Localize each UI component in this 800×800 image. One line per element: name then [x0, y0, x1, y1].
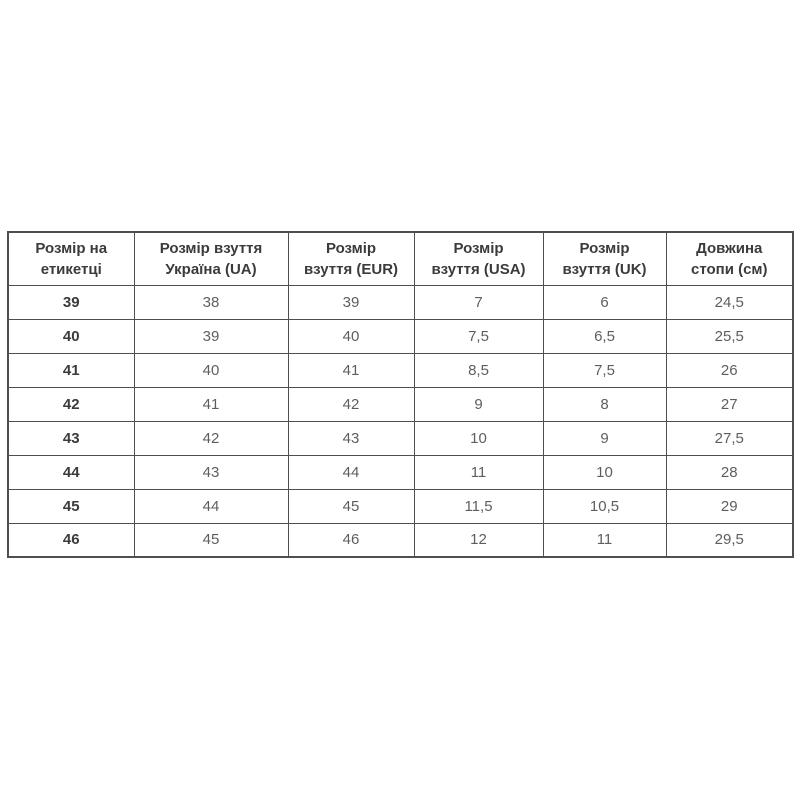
- header-line: взуття (EUR): [303, 260, 399, 278]
- uk-size-cell: 10: [543, 455, 666, 489]
- ua-size-cell: 43: [134, 455, 288, 489]
- table-row: [8, 285, 793, 319]
- header-line: Довжина: [696, 239, 763, 257]
- label-size-cell: 40: [8, 319, 134, 353]
- eur-size-cell: 41: [288, 353, 414, 387]
- foot-length-cell: 25,5: [666, 319, 793, 353]
- usa-size-cell: 12: [414, 523, 543, 557]
- ua-size-cell: 40: [134, 353, 288, 387]
- header-line: Розмір: [453, 239, 504, 257]
- header-line: Розмір: [325, 239, 377, 257]
- eur-size-cell: 46: [288, 523, 414, 557]
- header-line: взуття (UK): [562, 260, 647, 278]
- usa-size-cell: 7: [414, 285, 543, 319]
- header-line: стопи (см): [690, 260, 768, 278]
- foot-length-cell: 27,5: [666, 421, 793, 455]
- label-size-cell: 39: [8, 285, 134, 319]
- table-row: [8, 523, 793, 557]
- table-row: [8, 387, 793, 421]
- usa-size-cell: 11,5: [414, 489, 543, 523]
- uk-size-cell: 7,5: [543, 353, 666, 387]
- foot-length-cell: 28: [666, 455, 793, 489]
- header-line: Розмір взуття: [159, 239, 263, 257]
- ua-size-cell: 42: [134, 421, 288, 455]
- label-size-cell: 41: [8, 353, 134, 387]
- eur-size-cell: 45: [288, 489, 414, 523]
- header-label-size: [8, 232, 134, 285]
- header-uk-size: [543, 232, 666, 285]
- header-line: Розмір: [579, 239, 630, 257]
- uk-size-cell: 6: [543, 285, 666, 319]
- ua-size-cell: 45: [134, 523, 288, 557]
- ua-size-cell: 38: [134, 285, 288, 319]
- uk-size-cell: 6,5: [543, 319, 666, 353]
- table-row: [8, 421, 793, 455]
- header-ua-size: [134, 232, 288, 285]
- ua-size-cell: 41: [134, 387, 288, 421]
- eur-size-cell: 43: [288, 421, 414, 455]
- table-row: [8, 353, 793, 387]
- uk-size-cell: 8: [543, 387, 666, 421]
- ua-size-cell: 44: [134, 489, 288, 523]
- usa-size-cell: 11: [414, 455, 543, 489]
- foot-length-cell: 26: [666, 353, 793, 387]
- header-usa-size: [414, 232, 543, 285]
- label-size-cell: 45: [8, 489, 134, 523]
- uk-size-cell: 9: [543, 421, 666, 455]
- ua-size-cell: 39: [134, 319, 288, 353]
- label-size-cell: 42: [8, 387, 134, 421]
- foot-length-cell: 29,5: [666, 523, 793, 557]
- shoe-size-conversion-table: [7, 231, 794, 558]
- header-eur-size: [288, 232, 414, 285]
- table-header-row: [8, 232, 793, 285]
- table-row: [8, 319, 793, 353]
- header-line: Україна (UA): [165, 260, 257, 278]
- usa-size-cell: 9: [414, 387, 543, 421]
- header-line: взуття (USA): [431, 260, 526, 278]
- foot-length-cell: 27: [666, 387, 793, 421]
- usa-size-cell: 7,5: [414, 319, 543, 353]
- uk-size-cell: 10,5: [543, 489, 666, 523]
- uk-size-cell: 11: [543, 523, 666, 557]
- label-size-cell: 44: [8, 455, 134, 489]
- eur-size-cell: 44: [288, 455, 414, 489]
- usa-size-cell: 8,5: [414, 353, 543, 387]
- eur-size-cell: 39: [288, 285, 414, 319]
- table-row: [8, 489, 793, 523]
- usa-size-cell: 10: [414, 421, 543, 455]
- eur-size-cell: 42: [288, 387, 414, 421]
- foot-length-cell: 29: [666, 489, 793, 523]
- header-line: Розмір на: [35, 239, 108, 257]
- header-line: етикетці: [40, 260, 102, 278]
- foot-length-cell: 24,5: [666, 285, 793, 319]
- label-size-cell: 46: [8, 523, 134, 557]
- header-foot-length: [666, 232, 793, 285]
- eur-size-cell: 40: [288, 319, 414, 353]
- table-row: [8, 455, 793, 489]
- label-size-cell: 43: [8, 421, 134, 455]
